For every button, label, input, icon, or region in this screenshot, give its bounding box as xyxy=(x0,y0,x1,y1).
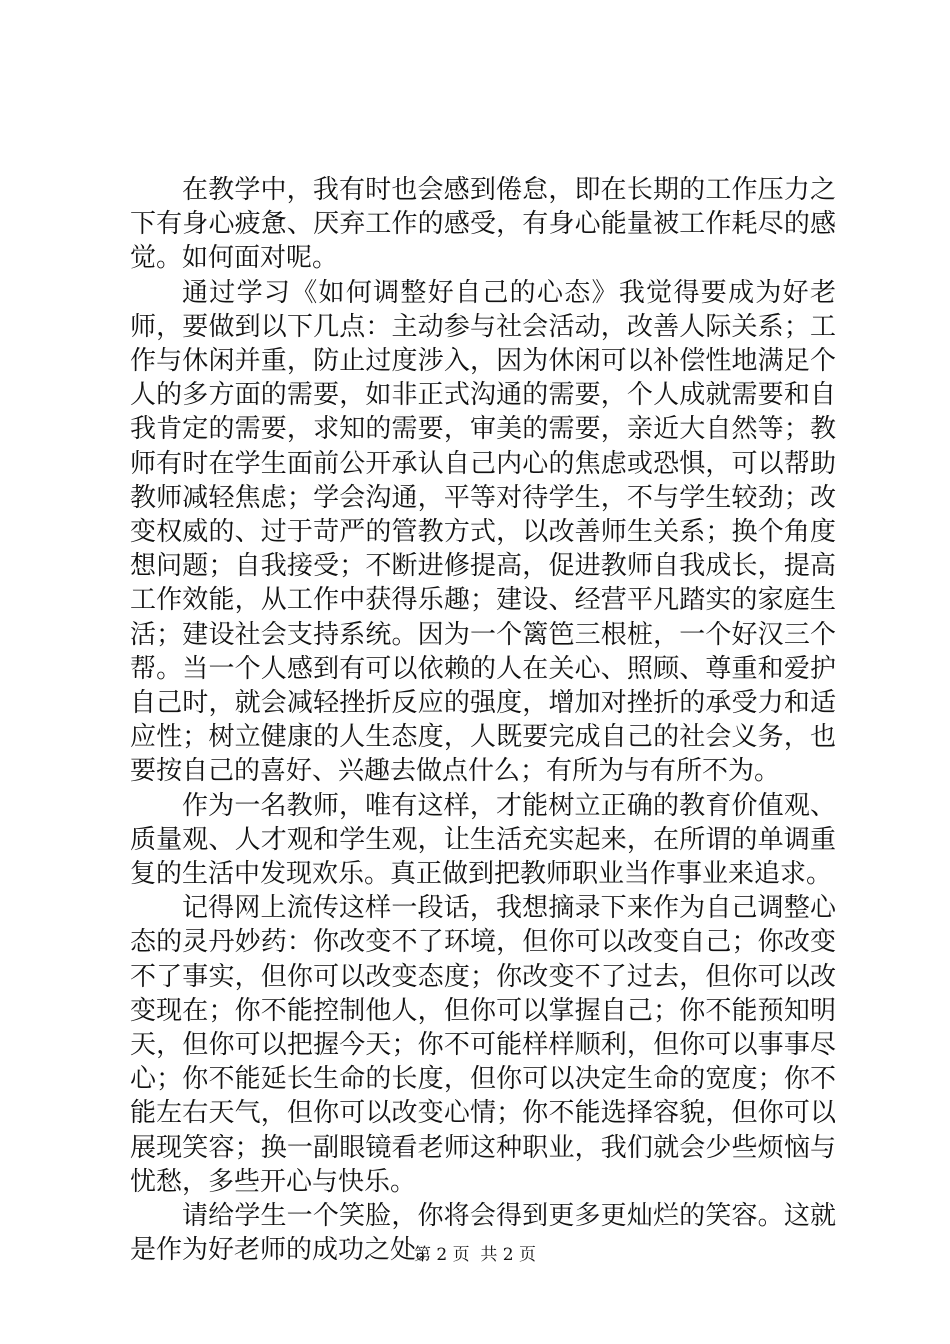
paragraph-3: 作为一名教师，唯有这样，才能树立正确的教育价值观、质量观、人才观和学生观，让生活充实起来，在所谓的单调重复的生活中发现欢乐。真正做到把教师职业当作事业来追求。 xyxy=(130,790,836,890)
page-number-label: 第 2 页 共 2 页 xyxy=(413,1245,537,1265)
paragraph-2: 通过学习《如何调整好自己的心态》我觉得要成为好老师，要做到以下几点：主动参与社会活动，改善人际关系；工作与休闲并重，防止过度涉入，因为休闲可以补偿性地满足个人的多方面的需要，如非正式沟通的需要，个人成就需要和自我肯定的需要，求知的需要，审美的需要，亲近大自然等；教师有时在学生面前公开承认自己内心的焦虑或恐惧，可以帮助教师减轻焦虑；学会沟通，平等对待学生，不与学生较劲；改变权威的、过于苛严的管教方式，以改善师生关系；换个角度想问题；自我接受；不断进修提高，促进教师自我成长，提高工作效能，从工作中获得乐趣；建设、经营平凡踏实的家庭生活；建设社会支持系统。因为一个篱笆三根桩，一个好汉三个帮。当一个人感到有可以依赖的人在关心、照顾、尊重和爱护自己时，就会减轻挫折反应的强度，增加对挫折的承受力和适应性；树立健康的人生态度，人既要完成自己的社会义务，也要按自己的喜好、兴趣去做点什么；有所为与有所不为。 xyxy=(130,277,836,787)
paragraph-5: 请给学生一个笑脸，你将会得到更多更灿烂的笑容。这就是作为好老师的成功之处。 xyxy=(130,1201,836,1266)
page-footer xyxy=(0,1245,950,1265)
paragraph-1: 在教学中，我有时也会感到倦怠，即在长期的工作压力之下有身心疲惫、厌弃工作的感受，有身心能量被工作耗尽的感觉。如何面对呢。 xyxy=(130,175,836,274)
document-body xyxy=(130,173,836,1268)
paragraph-4: 记得网上流传这样一段话，我想摘录下来作为自己调整心态的灵丹妙药：你改变不了环境，但你可以改变自己；你改变不了事实，但你可以改变态度；你改变不了过去，但你可以改变现在；你不能控制他人，但你可以掌握自己；你不能预知明天，但你可以把握今天；你不可能样样顺利，但你可以事事尽心；你不能延长生命的长度，但你可以决定生命的宽度；你不能左右天气，但你可以改变心情；你不能选择容貌，但你可以展现笑容；换一副眼镜看老师这种职业，我们就会少些烦恼与忧愁，多些开心与快乐。 xyxy=(130,893,836,1197)
